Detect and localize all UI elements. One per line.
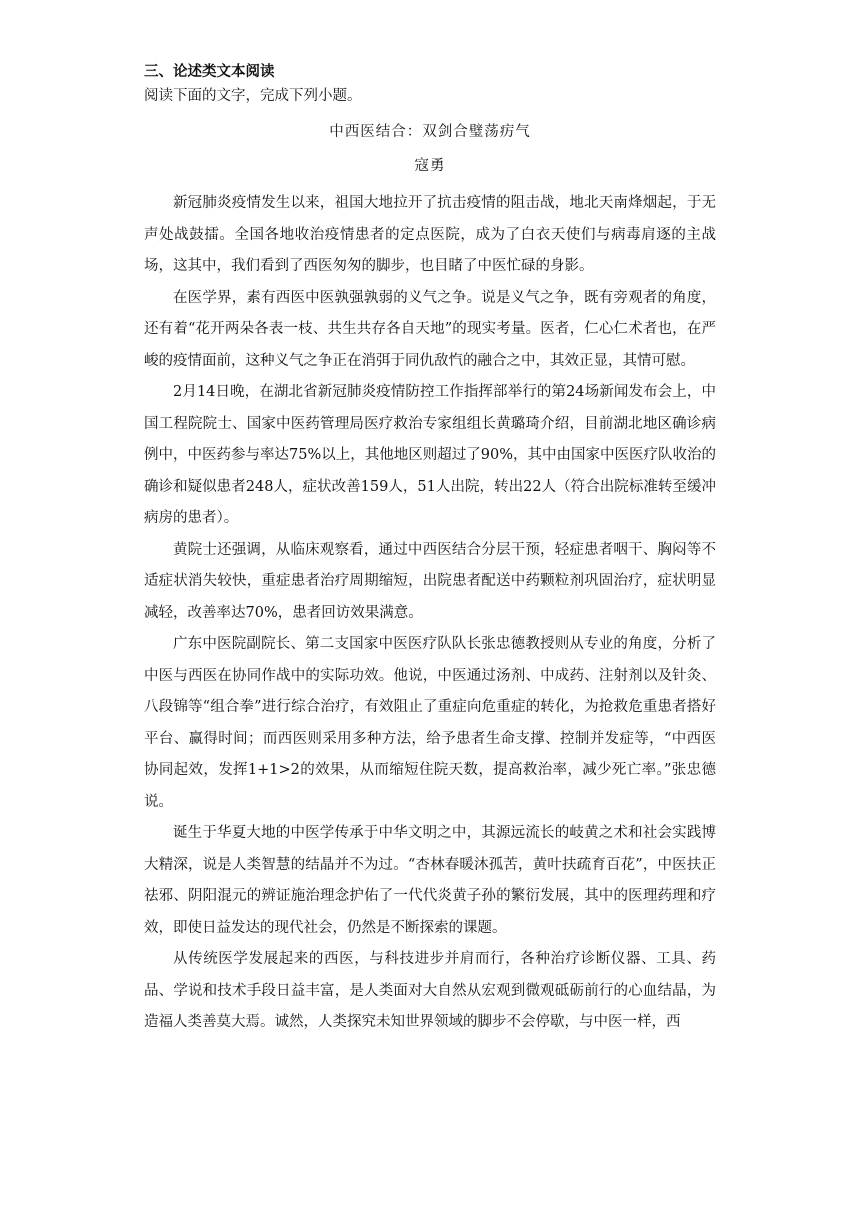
article-paragraph: 诞生于华夏大地的中医学传承于中华文明之中，其源远流长的岐黄之术和社会实践博大精深，说是人类智慧的结晶并不为过。“杏林春暖沐孤苦，黄叶扶疏育百花”，中医扶正祛邪、阴阳混元的辨证施治理念护佑了一代代炎黄子孙的繁衍发展，其中的医理药理和疗效，即使日益发达的现代社会，仍然是不断探索的课题。 — [144, 825, 716, 936]
article-paragraph: 在医学界，素有西医中医孰强孰弱的义气之争。说是义气之争，既有旁观者的角度，还有着“花开两朵各表一枝、共生共存各自天地”的现实考量。医者，仁心仁术者也，在严峻的疫情面前，这种义气之争正在消弭于同仇敌忾的融合之中，其效正显，其情可慰。 — [144, 289, 716, 369]
reading-instruction: 阅读下面的文字，完成下列小题。 — [144, 88, 362, 104]
article-paragraph: 新冠肺炎疫情发生以来，祖国大地拉开了抗击疫情的阻击战，地北天南烽烟起，于无声处战鼓擂。全国各地收治疫情患者的定点医院，成为了白衣天使们与病毒肩逐的主战场，这其中，我们看到了西医匆匆的脚步，也目睹了中医忙碌的身影。 — [144, 195, 716, 274]
section-heading: 三、论述类文本阅读 — [144, 64, 275, 80]
article-title: 中西医结合：双剑合璧荡疠气 — [329, 124, 531, 140]
article-paragraph: 黄院士还强调，从临床观察看，通过中西医结合分层干预，轻症患者咽干、胸闷等不适症状消失较快，重症患者治疗周期缩短，出院患者配送中药颗粒剂巩固治疗，症状明显减轻，改善率达70%，患者回访效果满意。 — [144, 541, 716, 621]
article-paragraph: 广东中医院副院长、第二支国家中医医疗队队长张忠德教授则从专业的角度，分析了中医与西医在协同作战中的实际功效。他说，中医通过汤剂、中成药、注射剂以及针灸、八段锦等“组合拳”进行综合治疗，有效阻止了重症向危重症的转化，为抢救危重患者搭好平台、赢得时间；而西医则采用多种方法，给予患者生命支撑、控制并发症等，“中西医协同起效，发挥1+1>2的效果，从而缩短住院天数，提高救治率，减少死亡率。”张忠德说。 — [144, 636, 716, 810]
article-body — [144, 188, 716, 1039]
article-paragraph: 从传统医学发展起来的西医，与科技进步并肩而行，各种治疗诊断仪器、工具、药品、学说和技术手段日益丰富，是人类面对大自然从宏观到微观砥砺前行的心血结晶，为造福人类善莫大焉。诚然，人类探究未知世界领域的脚步不会停歇，与中医一样，西 — [144, 951, 716, 1030]
article-paragraph: 2月14日晚，在湖北省新冠肺炎疫情防控工作指挥部举行的第24场新闻发布会上，中国工程院院士、国家中医药管理局医疗救治专家组组长黄璐琦介绍，目前湖北地区确诊病例中，中医药参与率达75%以上，其他地区则超过了90%，其中由国家中医医疗队收治的确诊和疑似患者248人，症状改善159人，51人出院，转出22人（符合出院标准转至缓冲病房的患者）。 — [144, 384, 716, 526]
article-author: 寇勇 — [414, 158, 446, 174]
